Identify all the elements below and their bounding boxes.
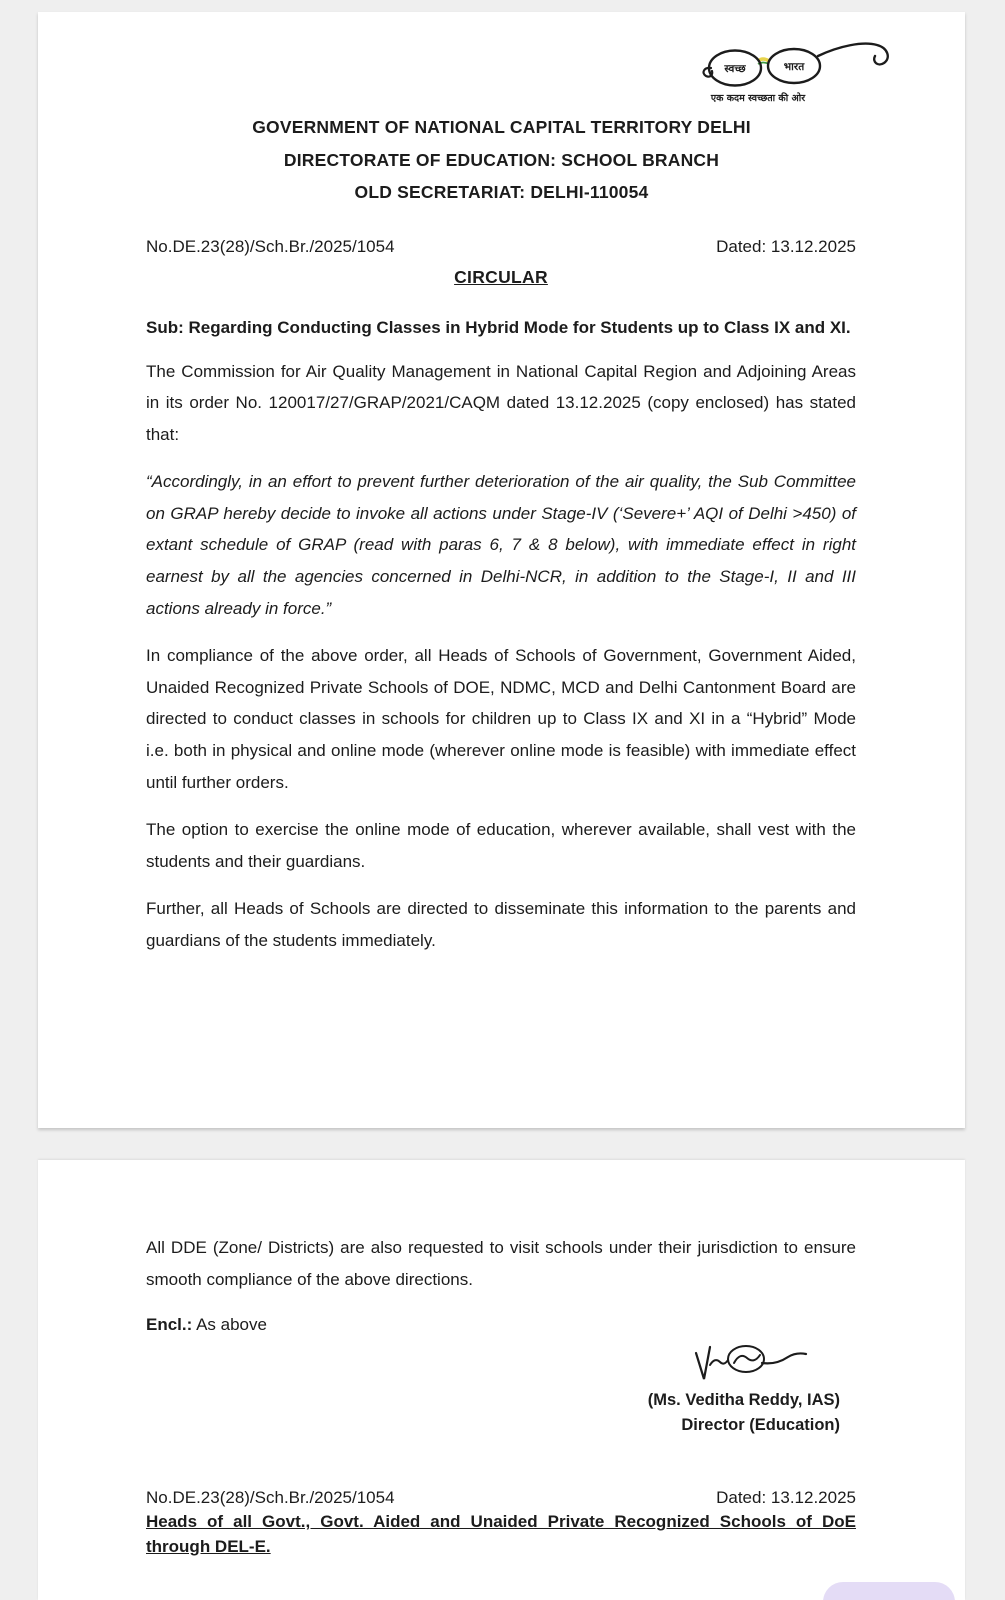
- enclosure-value: As above: [192, 1315, 267, 1335]
- document-page-2: [38, 1160, 965, 1600]
- document-page-1: [38, 12, 965, 1128]
- swachh-bharat-logo: [701, 42, 893, 106]
- signatory-designation: Director (Education): [681, 1416, 840, 1435]
- letterhead-line-2: DIRECTORATE OF EDUCATION: SCHOOL BRANCH: [283, 149, 720, 170]
- logo-lens-left-text: स्वच्छ: [724, 63, 746, 75]
- body-paragraph-5: All DDE (Zone/ Districts) are also requested to visit schools under their jurisdiction to ensure smooth compliance of the above directions.: [146, 1238, 856, 1289]
- body-paragraph-4: Further, all Heads of Schools are directed to disseminate this information to the parents and guardians of the students immediately.: [146, 899, 856, 950]
- reference-number: No.DE.23(28)/Sch.Br./2025/1054: [146, 236, 395, 256]
- enclosure-line: [146, 1315, 856, 1335]
- reference-row-2: [146, 1488, 856, 1508]
- reference-date: Dated: 13.12.2025: [716, 236, 856, 256]
- reference-number-2: No.DE.23(28)/Sch.Br./2025/1054: [146, 1488, 395, 1508]
- letterhead-line-1: GOVERNMENT OF NATIONAL CAPITAL TERRITORY DELHI: [252, 117, 751, 137]
- logo-temple-arm-icon: [818, 44, 888, 65]
- quoted-order-paragraph: “Accordingly, in an effort to prevent further deterioration of the air quality, the Sub Committee on GRAP hereby decide to invoke all actions under Stage-IV (‘Severe+’ AQI of Delhi >450) of extant schedule of GRAP (read with paras 6, 7 & 8 below), with immediate effect in right earnest by all the agencies concerned in Delhi-NCR, in addition to the Stage-I, II and III actions already in force.”: [146, 472, 856, 618]
- body-paragraph-2: In compliance of the above order, all Heads of Schools of Government, Government Aided, Unaided Recognized Private Schools of DOE, NDMC, MCD and Delhi Cantonment Board are directed to conduct classes in schools for children up to Class IX and XI in a “Hybrid” Mode i.e. both in physical and online mode (wherever online mode is feasible) with immediate effect until further orders.: [146, 646, 856, 792]
- logo-lens-right-text: भारत: [783, 61, 805, 73]
- floating-button-partial[interactable]: [823, 1582, 955, 1600]
- body-paragraph-3: The option to exercise the online mode of education, wherever available, shall vest with the students and their guardians.: [146, 820, 856, 871]
- enclosure-label: Encl.:: [146, 1315, 193, 1335]
- subject-line: Sub: Regarding Conducting Classes in Hybrid Mode for Students up to Class IX and XI.: [146, 317, 851, 337]
- signature-scribble-icon: [692, 1339, 812, 1383]
- addressee-line: Heads of all Govt., Govt. Aided and Unaided Private Recognized Schools of DoE through DEL-E.: [146, 1512, 856, 1556]
- body-paragraph-1: The Commission for Air Quality Management in National Capital Region and Adjoining Areas in its order No. 120017/27/GRAP/2021/CAQM dated 13.12.2025 (copy enclosed) has stated that:: [146, 361, 856, 444]
- signature-block: [146, 1339, 856, 1438]
- reference-row: [146, 237, 856, 257]
- logo-tagline-text: एक कदम स्वच्छता की ओर: [710, 93, 806, 104]
- letterhead-line-3: OLD SECRETARIAT: DELHI-110054: [354, 182, 649, 202]
- signatory-name: (Ms. Veditha Reddy, IAS): [647, 1391, 840, 1410]
- circular-title: CIRCULAR: [454, 266, 548, 287]
- reference-date-2: Dated: 13.12.2025: [716, 1488, 856, 1508]
